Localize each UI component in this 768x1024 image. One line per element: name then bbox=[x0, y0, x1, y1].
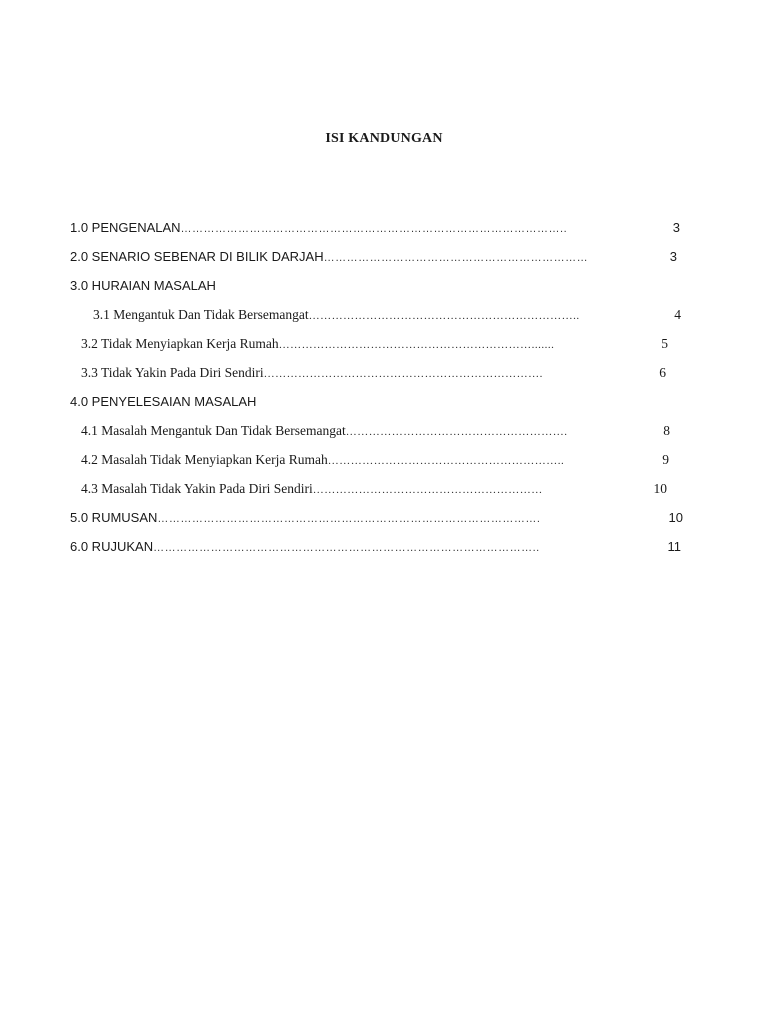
toc-dot-leader: ………………………………………………………………………………………. bbox=[157, 513, 541, 525]
toc-entry-label: 5.0 RUMUSAN bbox=[70, 510, 158, 525]
toc-entry-rujukan bbox=[70, 539, 681, 559]
toc-page-number: 10 bbox=[668, 510, 683, 525]
toc-entry-4-3 bbox=[81, 481, 667, 501]
toc-entry-label: 2.0 SENARIO SEBENAR DI BILIK DARJAH bbox=[70, 249, 324, 264]
toc-entry-penyelesaian-masalah bbox=[70, 394, 370, 414]
toc-page-number: 9 bbox=[662, 452, 669, 467]
toc-entry-4-1 bbox=[81, 423, 670, 443]
toc-entry-huraian-masalah bbox=[70, 278, 370, 298]
toc-entry-3-2 bbox=[81, 336, 668, 356]
toc-dot-leader: …………………………………………………………....... bbox=[278, 339, 555, 351]
toc-entry-3-1 bbox=[93, 307, 681, 327]
toc-entry-label: 3.2 Tidak Menyiapkan Kerja Rumah bbox=[81, 336, 279, 351]
toc-page-number: 5 bbox=[661, 336, 668, 351]
toc-entry-pengenalan bbox=[70, 220, 680, 240]
toc-entry-label: 3.0 HURAIAN MASALAH bbox=[70, 278, 216, 293]
toc-dot-leader: ……………………………………………………………………………………….. bbox=[180, 223, 568, 235]
toc-dot-leader: …………………………………………………. bbox=[345, 426, 568, 438]
toc-entry-label: 4.3 Masalah Tidak Yakin Pada Diri Sendiri bbox=[81, 481, 313, 496]
toc-page-number: 8 bbox=[663, 423, 670, 438]
toc-page-number: 3 bbox=[672, 220, 680, 235]
document-title: ISI KANDUNGAN bbox=[325, 131, 443, 146]
toc-page-number: 11 bbox=[667, 539, 681, 554]
toc-entry-rumusan bbox=[70, 510, 683, 530]
toc-entry-4-2 bbox=[81, 452, 669, 472]
toc-dot-leader: …………………………………………………………….. bbox=[308, 310, 580, 322]
toc-dot-leader: ………………………………………………………………. bbox=[263, 368, 543, 380]
toc-entry-label: 6.0 RUJUKAN bbox=[70, 539, 154, 554]
toc-entry-label: 3.3 Tidak Yakin Pada Diri Sendiri bbox=[81, 365, 264, 380]
toc-dot-leader: ……………………………………………………………………………………….. bbox=[153, 542, 540, 554]
toc-entry-label: 3.1 Mengantuk Dan Tidak Bersemangat bbox=[93, 307, 309, 322]
toc-entry-label: 1.0 PENGENALAN bbox=[70, 220, 181, 235]
toc-entry-label: 4.2 Masalah Tidak Menyiapkan Kerja Rumah bbox=[81, 452, 328, 467]
toc-dot-leader: …………………………………………………… bbox=[312, 484, 543, 496]
toc-entry-senario bbox=[70, 249, 677, 269]
toc-page-number: 4 bbox=[674, 307, 681, 322]
toc-page-number: 6 bbox=[659, 365, 666, 380]
toc-page-number: 3 bbox=[669, 249, 677, 264]
toc-page-number: 10 bbox=[653, 481, 667, 496]
toc-dot-leader: …………………………………………………….. bbox=[327, 455, 565, 467]
toc-dot-leader: …………………………………………………………… bbox=[323, 252, 589, 264]
toc-entry-label: 4.0 PENYELESAIAN MASALAH bbox=[70, 394, 257, 409]
toc-entry-label: 4.1 Masalah Mengantuk Dan Tidak Bersemangat bbox=[81, 423, 346, 438]
toc-entry-3-3 bbox=[81, 365, 666, 385]
